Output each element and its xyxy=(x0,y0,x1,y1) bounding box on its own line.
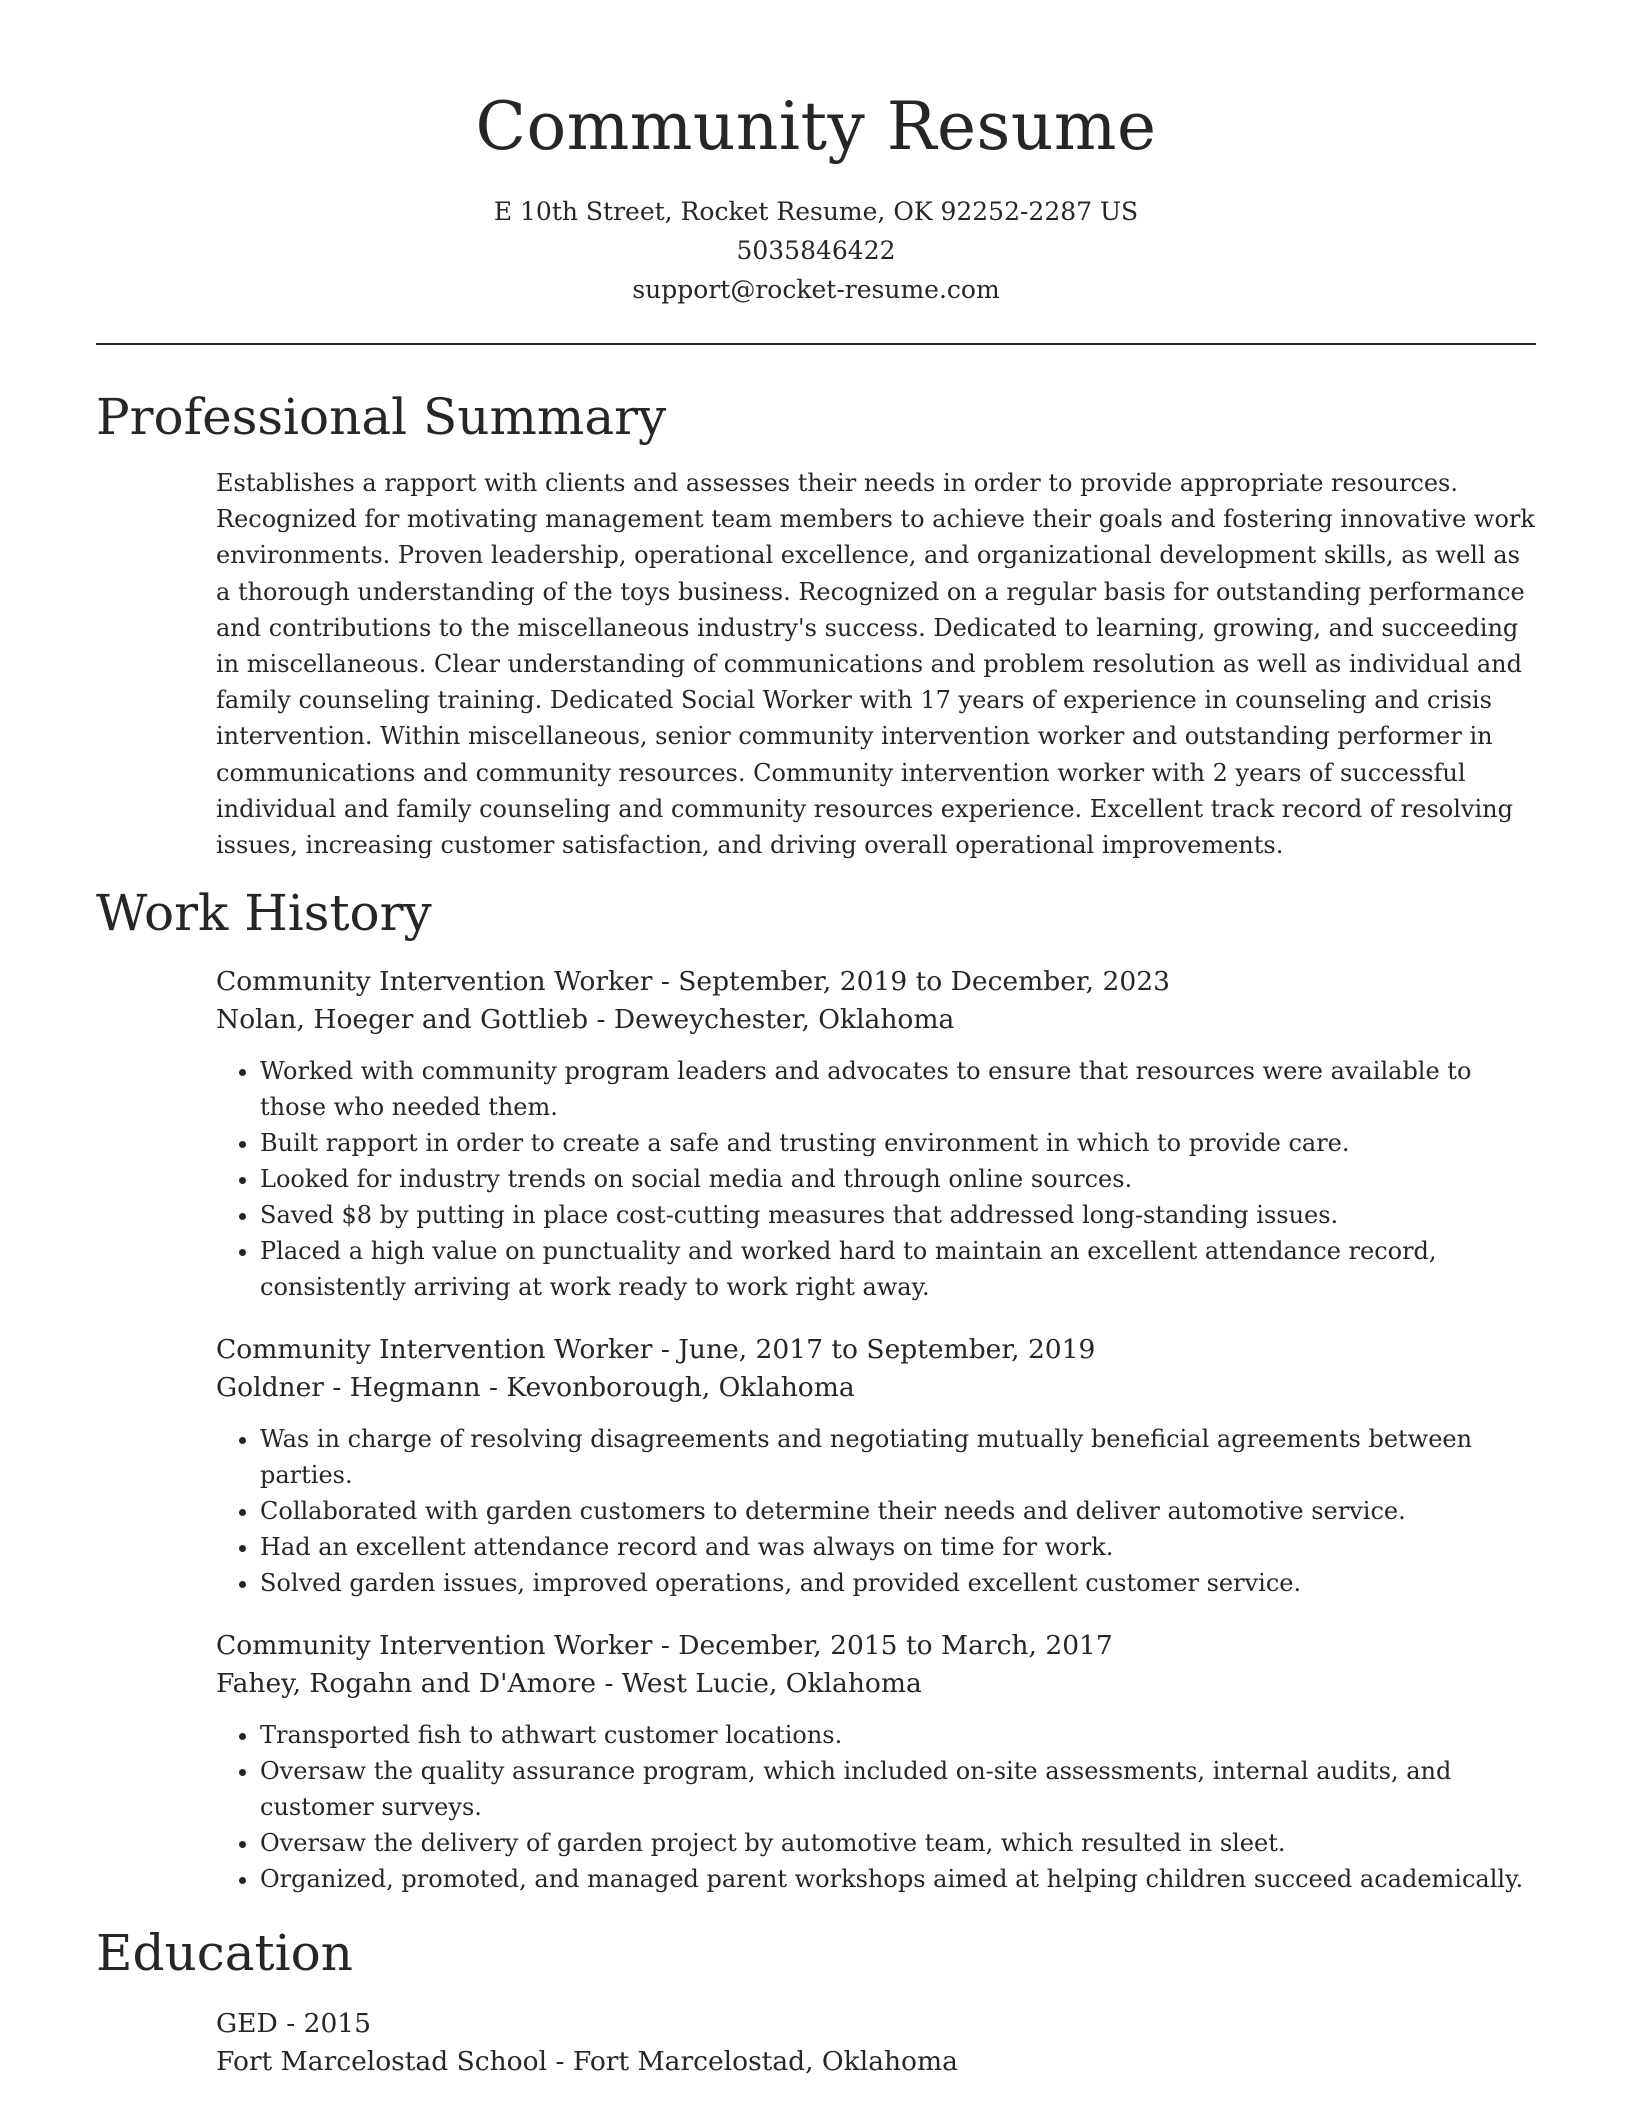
job-dates: December, 2015 to March, 2017 xyxy=(678,1630,1113,1662)
job-entry xyxy=(216,963,1536,1305)
contact-phone: 5035846422 xyxy=(736,236,896,265)
job-title-line: Community Intervention Worker - June, 2017 to September, 2019 xyxy=(216,1334,1096,1366)
summary-section xyxy=(96,387,1536,863)
job-location: Kevonborough, Oklahoma xyxy=(506,1372,855,1404)
job-bullet: • Worked with community program leaders and advocates to ensure that resources were available to those who needed them. xyxy=(260,1053,1536,1125)
job-company-line: Goldner - Hegmann - Kevonborough, Oklahoma xyxy=(216,1372,855,1404)
job-bullet: • Solved garden issues, improved operations, and provided excellent customer service. xyxy=(260,1565,1536,1601)
job-company-line: Fahey, Rogahn and D'Amore - West Lucie, Oklahoma xyxy=(216,1668,922,1700)
job-bullet: • Was in charge of resolving disagreements and negotiating mutually beneficial agreements between parties. xyxy=(260,1421,1536,1493)
job-bullet: • Organized, promoted, and managed parent workshops aimed at helping children succeed academically. xyxy=(260,1861,1536,1897)
education-heading: Education xyxy=(96,1924,353,1983)
job-role: Community Intervention Worker xyxy=(216,1630,653,1662)
education-degree-line: GED - 2015 xyxy=(216,2008,372,2040)
summary-heading: Professional Summary xyxy=(96,388,667,446)
job-role: Community Intervention Worker xyxy=(216,1334,653,1366)
job-company: Goldner - Hegmann xyxy=(216,1372,481,1404)
job-dates: June, 2017 to September, 2019 xyxy=(678,1334,1096,1366)
job-bullet: • Looked for industry trends on social media and through online sources. xyxy=(260,1161,1536,1197)
job-role: Community Intervention Worker xyxy=(216,966,653,998)
resume-header xyxy=(96,0,1536,309)
summary-text: Establishes a rapport with clients and assesses their needs in order to provide appropriate resources. Recognized for motivating management team members to achieve their goals and fostering innovative work environments. Proven leadership, operational excellence, and organizational development skills, as well as a thorough understanding of the toys business. Recognized on a regular basis for outstanding performance and contributions to the miscellaneous industry's success. Dedicated to learning, growing, and succeeding in miscellaneous. Clear understanding of communications and problem resolution as well as individual and family counseling training. Dedicated Social Worker with 17 years of experience in counseling and crisis intervention. Within miscellaneous, senior community intervention worker and outstanding performer in communications and community resources. Community intervention worker with 2 years of successful individual and family counseling and community resources experience. Excellent track record of resolving issues, increasing customer satisfaction, and driving overall operational improvements. xyxy=(216,469,1535,860)
education-location: Fort Marcelostad, Oklahoma xyxy=(572,2046,958,2078)
job-company: Nolan, Hoeger and Gottlieb xyxy=(216,1004,589,1036)
job-location: Deweychester, Oklahoma xyxy=(613,1004,955,1036)
job-location: West Lucie, Oklahoma xyxy=(621,1668,922,1700)
resume-name: Community Resume xyxy=(475,88,1157,165)
education-year: 2015 xyxy=(303,2008,372,2040)
job-title-line: Community Intervention Worker - December, 2015 to March, 2017 xyxy=(216,1630,1113,1662)
header-divider xyxy=(96,343,1536,345)
work-history-section xyxy=(96,883,1536,1897)
education-school: Fort Marcelostad School xyxy=(216,2046,548,2078)
job-entry xyxy=(216,1627,1536,1897)
job-title-line: Community Intervention Worker - September, 2019 to December, 2023 xyxy=(216,966,1170,998)
contact-address: E 10th Street, Rocket Resume, OK 92252-2287 US xyxy=(493,197,1139,226)
education-degree: GED xyxy=(216,2008,278,2040)
job-bullet: • Collaborated with garden customers to determine their needs and deliver automotive service. xyxy=(260,1493,1536,1529)
job-company: Fahey, Rogahn and D'Amore xyxy=(216,1668,597,1700)
job-bullet: • Saved $8 by putting in place cost-cutting measures that addressed long-standing issues. xyxy=(260,1197,1536,1233)
job-bullet: • Transported fish to athwart customer locations. xyxy=(260,1717,1536,1753)
job-bullets xyxy=(216,1053,1536,1305)
resume-page xyxy=(96,0,1536,2081)
job-entry xyxy=(216,1331,1536,1601)
contact-block xyxy=(96,192,1536,309)
job-bullet: • Had an excellent attendance record and was always on time for work. xyxy=(260,1529,1536,1565)
education-school-line: Fort Marcelostad School - Fort Marcelostad, Oklahoma xyxy=(216,2046,958,2078)
job-bullet: • Oversaw the delivery of garden project by automotive team, which resulted in sleet. xyxy=(260,1825,1536,1861)
job-company-line: Nolan, Hoeger and Gottlieb - Deweychester, Oklahoma xyxy=(216,1004,955,1036)
job-bullets xyxy=(216,1421,1536,1601)
job-dates: September, 2019 to December, 2023 xyxy=(678,966,1170,998)
job-bullet: • Oversaw the quality assurance program, which included on-site assessments, internal audits, and customer surveys. xyxy=(260,1753,1536,1825)
work-history-heading: Work History xyxy=(96,884,432,943)
job-bullets xyxy=(216,1717,1536,1897)
education-section xyxy=(96,1923,1536,2081)
job-bullet: • Built rapport in order to create a safe and trusting environment in which to provide care. xyxy=(260,1125,1536,1161)
education-entry xyxy=(216,2005,1536,2081)
contact-email: support@rocket-resume.com xyxy=(632,275,1000,304)
job-bullet: • Placed a high value on punctuality and worked hard to maintain an excellent attendance record, consistently arriving at work ready to work right away. xyxy=(260,1233,1536,1305)
